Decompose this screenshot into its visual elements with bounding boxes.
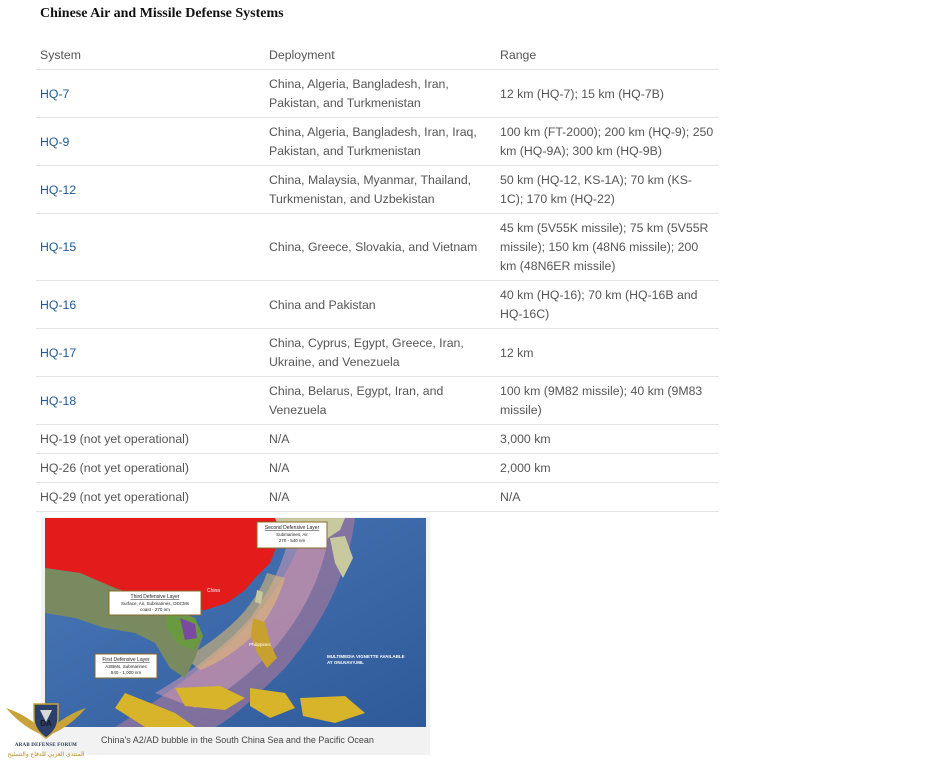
deployment-cell: China, Cyprus, Egypt, Greece, Iran, Ukraine, and Venezuela: [265, 329, 496, 377]
air-defense-systems-table: [36, 42, 719, 512]
column-header-range: Range: [496, 42, 719, 70]
range-cell: 100 km (9M82 missile); 40 km (9M83 missile): [496, 377, 719, 425]
deployment-cell: China, Algeria, Bangladesh, Iran, Iraq, Pakistan, and Turkmenistan: [265, 118, 496, 166]
deployment-cell: China, Algeria, Bangladesh, Iran, Pakistan, and Turkmenistan: [265, 70, 496, 118]
table-row: [36, 214, 719, 281]
table-row: [36, 118, 719, 166]
deployment-cell: China, Malaysia, Myanmar, Thailand, Turkmenistan, and Uzbekistan: [265, 166, 496, 214]
china-label: China: [207, 588, 221, 594]
credit-line-1: MULTIMEDIA VIGNETTE AVAILABLE: [327, 654, 405, 659]
range-cell: 100 km (FT-2000); 200 km (HQ-9); 250 km (HQ-9A); 300 km (HQ-9B): [496, 118, 719, 166]
third-layer-title: Third Defensive Layer: [130, 594, 180, 600]
watermark-name: ARAB DEFENSE FORUM: [14, 743, 78, 748]
system-cell: [36, 281, 265, 329]
range-cell: 2,000 km: [496, 454, 719, 483]
credit-line-2: AT ONI.NAVY.MIL: [327, 660, 364, 665]
system-cell: [36, 166, 265, 214]
a2ad-map-image: [45, 518, 426, 727]
system-cell: [36, 329, 265, 377]
range-cell: 12 km: [496, 329, 719, 377]
range-cell: 3,000 km: [496, 425, 719, 454]
deployment-cell: N/A: [265, 454, 496, 483]
first-layer-range: 540 - 1,000 nm: [110, 670, 142, 675]
range-cell: 50 km (HQ-12, KS-1A); 70 km (KS-1C); 170 km (HQ-22): [496, 166, 719, 214]
table-row: [36, 425, 719, 454]
second-layer-range: 270 - 540 nm: [278, 538, 306, 543]
range-cell: 12 km (HQ-7); 15 km (HQ-7B): [496, 70, 719, 118]
system-cell: [36, 377, 265, 425]
philippines-label: Philippines: [249, 642, 271, 647]
table-row: [36, 329, 719, 377]
system-link-hq-12[interactable]: HQ-12: [40, 182, 77, 197]
table-row: [36, 483, 719, 512]
watermark-abbr: DA: [40, 719, 52, 728]
table-row: [36, 377, 719, 425]
deployment-cell: China and Pakistan: [265, 281, 496, 329]
watermark-arabic: المنتدى العربي للدفاع والتسليح: [7, 751, 85, 758]
table-row: [36, 281, 719, 329]
second-layer-title: Second Defensive Layer: [264, 525, 320, 531]
system-link-hq-18[interactable]: HQ-18: [40, 393, 77, 408]
system-cell: [36, 118, 265, 166]
column-header-deployment: Deployment: [265, 42, 496, 70]
a2ad-map-figure: [41, 517, 430, 755]
system-link-hq-17[interactable]: HQ-17: [40, 345, 77, 360]
system-cell: HQ-29 (not yet operational): [36, 483, 265, 512]
first-layer-assets: ASBMs, Submarines: [105, 664, 147, 669]
arab-defense-forum-watermark: [4, 700, 88, 762]
table-row: [36, 166, 719, 214]
third-layer-assets: Surface, Air, Submarines, ODCMs: [120, 601, 190, 606]
second-layer-assets: Submarines, Air: [276, 532, 308, 537]
system-cell: HQ-19 (not yet operational): [36, 425, 265, 454]
system-link-hq-15[interactable]: HQ-15: [40, 240, 77, 254]
page-title: Chinese Air and Missile Defense Systems: [40, 6, 284, 21]
column-header-system: System: [36, 42, 265, 70]
range-cell: N/A: [496, 483, 719, 512]
deployment-cell: N/A: [265, 483, 496, 512]
table-row: [36, 454, 719, 483]
deployment-cell: N/A: [265, 425, 496, 454]
first-layer-title: First Defensive Layer: [102, 657, 150, 663]
deployment-cell: China, Greece, Slovakia, and Vietnam: [265, 214, 496, 281]
table-header-row: [36, 42, 719, 70]
system-cell: [36, 214, 265, 281]
range-cell: 45 km (5V55K missile); 75 km (5V55R missile); 150 km (48N6 missile); 200 km (48N6ER missile): [496, 214, 719, 281]
third-layer-range: coast - 270 nm: [140, 607, 170, 612]
system-link-hq-7[interactable]: HQ-7: [40, 86, 70, 101]
range-cell: 40 km (HQ-16); 70 km (HQ-16B and HQ-16C): [496, 281, 719, 329]
deployment-cell: China, Belarus, Egypt, Iran, and Venezuela: [265, 377, 496, 425]
table-row: [36, 70, 719, 118]
system-cell: [36, 70, 265, 118]
system-link-hq-9[interactable]: HQ-9: [40, 134, 70, 149]
system-cell: HQ-26 (not yet operational): [36, 454, 265, 483]
figure-caption: China's A2/AD bubble in the South China Sea and the Pacific Ocean: [101, 735, 374, 745]
system-link-hq-16[interactable]: HQ-16: [40, 297, 77, 312]
